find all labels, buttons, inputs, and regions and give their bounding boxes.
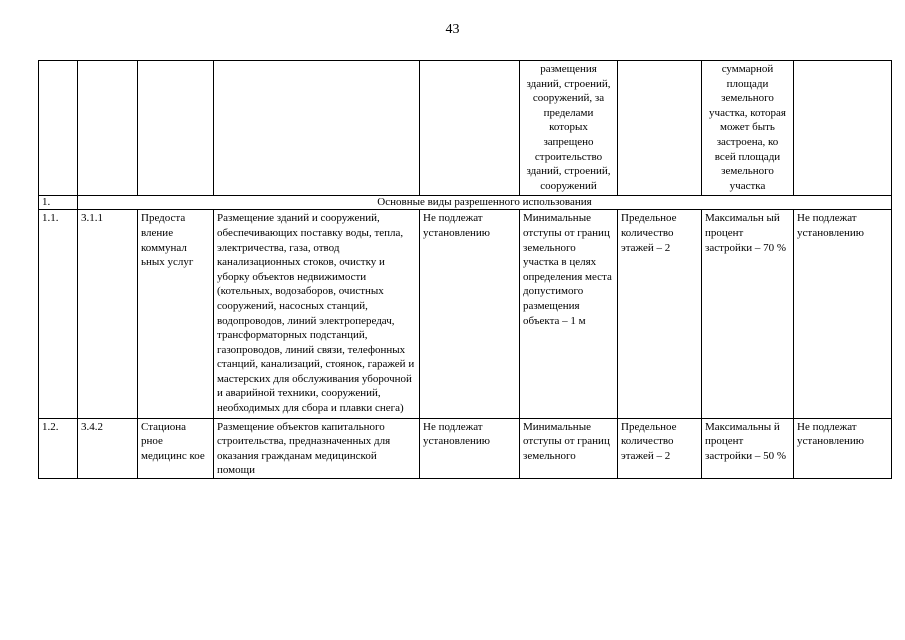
table-cell bbox=[214, 61, 420, 196]
setbacks-cell: Минимальные отступы от границ земельного участка в целях определения места допустимого размещения объекта – 1 м bbox=[520, 210, 618, 418]
continuation-row bbox=[39, 61, 892, 196]
page-number: 43 bbox=[445, 22, 460, 37]
table-cell bbox=[78, 61, 138, 196]
table-cell bbox=[794, 61, 892, 196]
continuation-coverage-cell: суммарной площади земельного участка, которая может быть застроена, ко всей площади земельного участка bbox=[702, 61, 794, 196]
other-params-cell: Не подлежат установлению bbox=[794, 210, 892, 418]
table-cell bbox=[618, 61, 702, 196]
table-cell bbox=[420, 61, 520, 196]
table-row bbox=[39, 210, 892, 418]
section-title: Основные виды разрешенного использования bbox=[78, 196, 892, 210]
zoning-regulations-table bbox=[38, 60, 892, 479]
use-name: Стациона рное медицинс кое bbox=[138, 418, 214, 478]
table-row bbox=[39, 418, 892, 478]
use-description: Размещение зданий и сооружений, обеспечивающих поставку воды, тепла, электричества, газа, отвод канализационных стоков, очистку и уборку объектов недвижимости (котельных, водозаборов, очистных сооружений, насосных станций, водопроводов, линий электропередач, трансформаторных подстанций, газопроводов, линий связи, телефонных станций, канализаций, стоянок, гаражей и мастерских для обслуживания уборочной и аварийной техники, сооружений, необходимых для сбора и плавки снега) bbox=[214, 210, 420, 418]
plot-area-cell: Не подлежат установлению bbox=[420, 418, 520, 478]
other-params-cell: Не подлежат установлению bbox=[794, 418, 892, 478]
plot-area-cell: Не подлежат установлению bbox=[420, 210, 520, 418]
use-description: Размещение объектов капитального строительства, предназначенных для оказания гражданам медицинской помощи bbox=[214, 418, 420, 478]
section-number: 1. bbox=[39, 196, 78, 210]
coverage-cell: Максимальн ый процент застройки – 70 % bbox=[702, 210, 794, 418]
section-row bbox=[39, 196, 892, 210]
setbacks-cell: Минимальные отступы от границ земельного bbox=[520, 418, 618, 478]
coverage-cell: Максимальны й процент застройки – 50 % bbox=[702, 418, 794, 478]
continuation-setbacks-cell: размещения зданий, строений, сооружений, за пределами которых запрещено строительство зданий, строений, сооружений bbox=[520, 61, 618, 196]
use-code: 3.1.1 bbox=[78, 210, 138, 418]
floors-cell: Предельное количество этажей – 2 bbox=[618, 418, 702, 478]
table-cell bbox=[39, 61, 78, 196]
row-number: 1.2. bbox=[39, 418, 78, 478]
row-number: 1.1. bbox=[39, 210, 78, 418]
use-code: 3.4.2 bbox=[78, 418, 138, 478]
use-name: Предоста вление коммунал ьных услуг bbox=[138, 210, 214, 418]
table-cell bbox=[138, 61, 214, 196]
floors-cell: Предельное количество этажей – 2 bbox=[618, 210, 702, 418]
